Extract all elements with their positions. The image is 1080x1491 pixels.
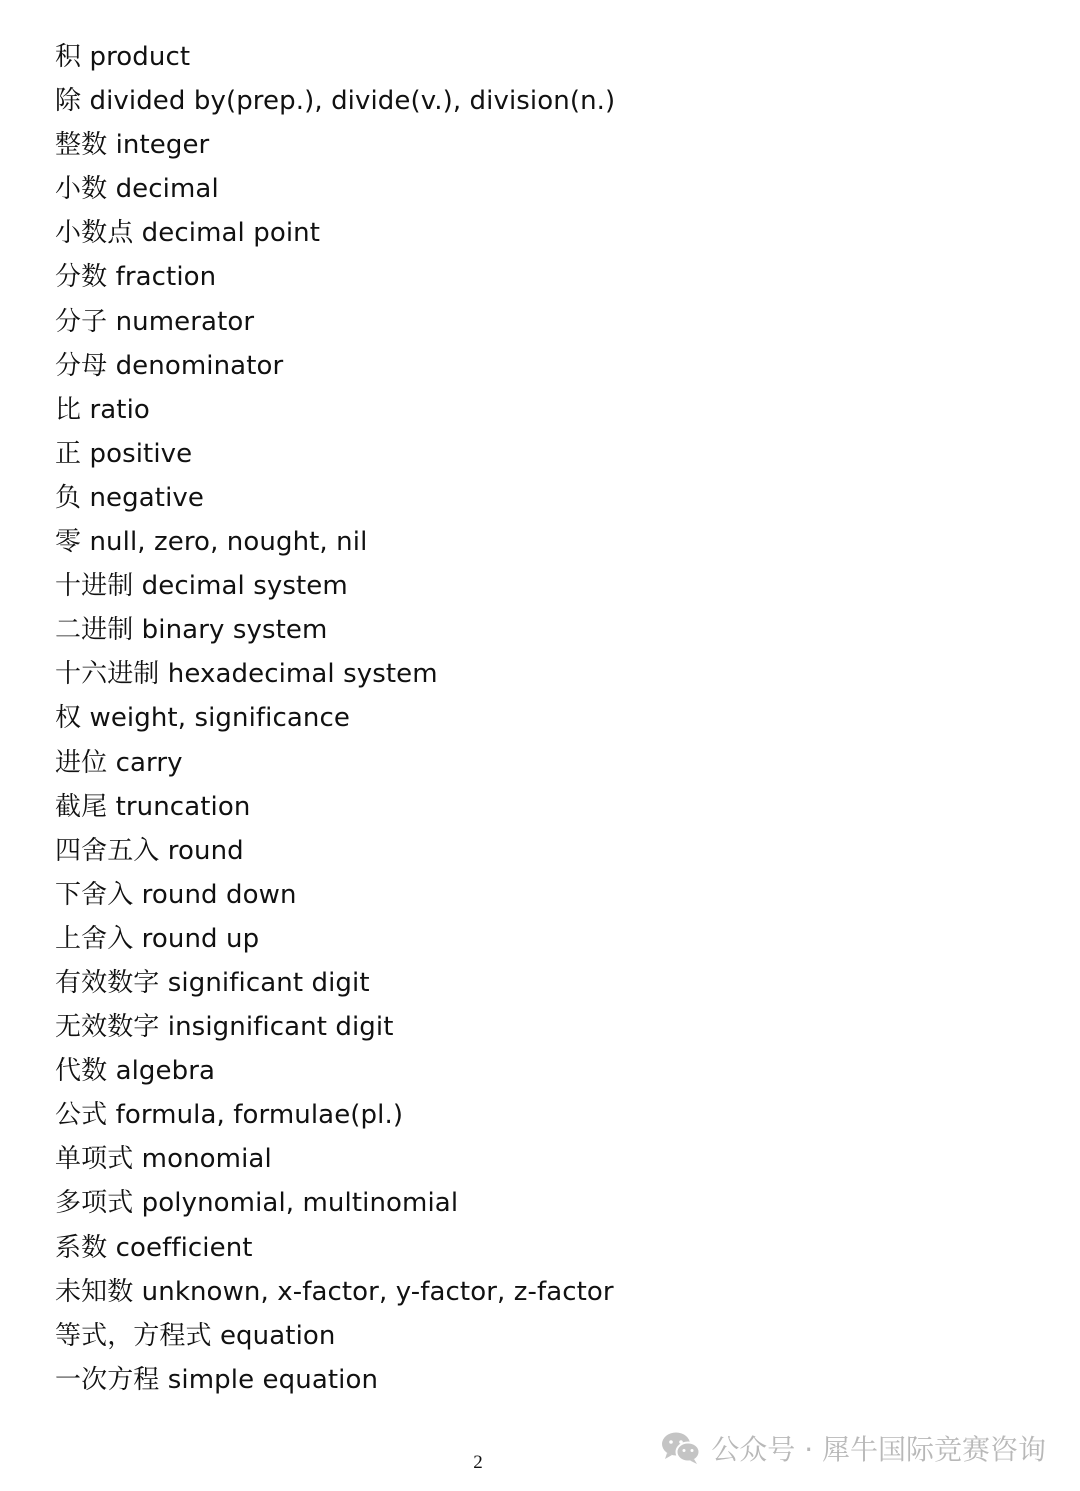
term-item: 无效数字 insignificant digit [55,1012,394,1043]
term-item: 分数 fraction [55,262,217,293]
term-item: 有效数字 significant digit [55,967,370,998]
term-item: 积 product [55,42,191,72]
wechat-icon [661,1431,701,1465]
watermark-text: 公众号 · 犀牛国际竞赛咨询 [711,1433,1046,1466]
term-item: 整数 integer [55,130,210,161]
term-item: 十进制 decimal system [55,571,348,602]
term-item: 多项式 polynomial, multinomial [55,1188,459,1219]
term-item: 零 null, zero, nought, nil [55,527,368,558]
watermark [661,1428,1046,1468]
term-item: 四舍五入 round [55,835,244,866]
term-item: 下舍入 round down [55,879,297,910]
term-item: 截尾 truncation [55,791,251,822]
term-item: 进位 carry [55,747,183,778]
term-item: 等式，方程式 equation [55,1320,336,1351]
term-item: 公式 formula, formulae(pl.) [55,1100,404,1131]
term-item: 系数 coefficient [55,1232,253,1263]
term-item: 分母 denominator [55,350,284,381]
page-number: 2 [473,1452,483,1473]
term-item: 单项式 monomial [55,1144,272,1175]
term-item: 一次方程 simple equation [55,1364,379,1395]
term-list [55,35,615,1402]
term-item: 上舍入 round up [55,923,260,954]
term-item: 权 weight, significance [55,703,351,734]
term-item: 分子 numerator [55,306,255,337]
term-item: 小数点 decimal point [55,218,321,249]
term-item: 代数 algebra [55,1056,216,1087]
term-item: 除 divided by(prep.), divide(v.), division(n.) [55,86,616,117]
term-item: 十六进制 hexadecimal system [55,659,438,690]
term-item: 负 negative [55,482,204,513]
term-item: 比 ratio [55,394,150,425]
term-item: 未知数 unknown, x-factor, y-factor, z-factor [55,1276,614,1307]
term-item: 小数 decimal [55,174,219,205]
term-item: 正 positive [55,438,193,469]
term-item: 二进制 binary system [55,615,328,646]
